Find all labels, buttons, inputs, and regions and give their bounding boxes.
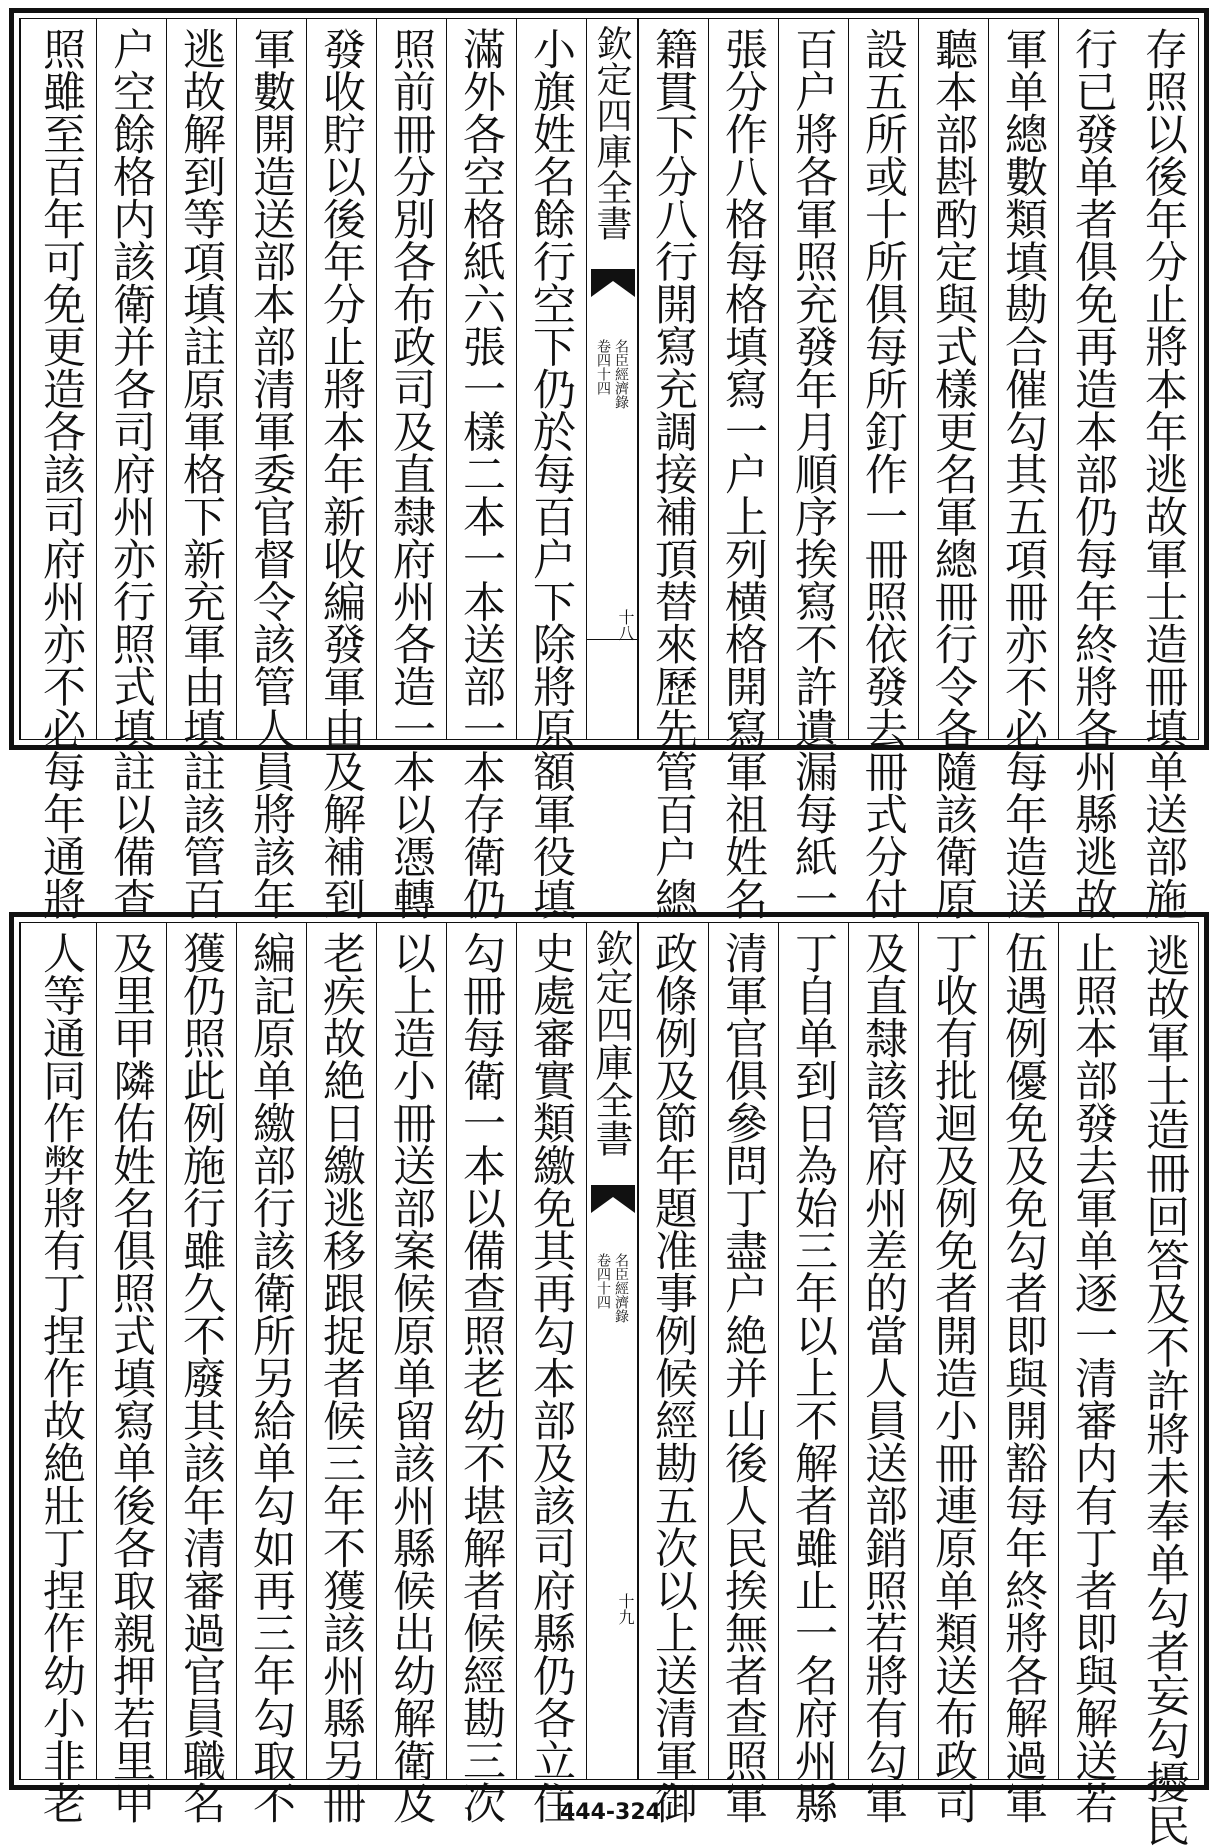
text-column: [306, 19, 376, 920]
center-spine: [586, 19, 638, 739]
book-series-title: 欽定四庫全書: [589, 929, 633, 1157]
column-text: 存照以後年分止將本年逃故軍士造冊填单送部施: [1138, 27, 1188, 920]
text-column: [236, 19, 306, 920]
text-column: [988, 19, 1058, 920]
text-column: [96, 923, 166, 1824]
column-text: 及直隸該管府州差的當人員送部銷照若將有勾軍: [858, 931, 908, 1824]
book-title: 名臣經濟錄: [613, 339, 629, 409]
text-column: [166, 923, 236, 1824]
text-column: [1058, 19, 1128, 920]
text-column: [988, 923, 1058, 1824]
column-text: 清軍官俱參問丁盡户絶并山後人民挨無者查照軍: [718, 931, 768, 1824]
volume-label: 卷四十四: [595, 339, 611, 395]
text-column: [516, 923, 586, 1824]
text-column: [96, 19, 166, 920]
top-page: [9, 8, 1209, 920]
text-column: [236, 923, 306, 1824]
book-title: 名臣經濟錄: [613, 1253, 629, 1323]
divider: [587, 639, 637, 640]
text-column: [1128, 19, 1198, 920]
column-text: 丁收有批迴及例免者開造小冊連原单類送布政司: [928, 931, 978, 1824]
column-text: 行已發单者俱免再造本部仍每年終將各州縣逃故: [1068, 27, 1118, 920]
column-text: 照雖至百年可免更造各該司府州亦不必每年通將: [36, 27, 86, 920]
column-text: 老疾故絶日繳逃移跟捉者候三年不獲該州縣另冊: [316, 931, 366, 1824]
page-number: 十九: [616, 1593, 635, 1625]
column-text: 張分作八格每格填寫一户上列横格開寫軍祖姓名: [718, 27, 768, 920]
column-text: 止照本部發去軍单逐一清審内有丁者即與解送若: [1068, 931, 1118, 1824]
column-text: 軍单總數類填勘合催勾其五項冊亦不必每年造送: [998, 27, 1048, 920]
column-text: 勾冊每衛一本以備查照老幼不堪解者候經勘三次: [456, 931, 506, 1824]
text-column: [306, 923, 376, 1824]
column-text: 獲仍照此例施行雖久不廢其該年清審過官員職名: [176, 931, 226, 1824]
text-column: [166, 19, 236, 920]
column-text: 小旗姓名餘行空下仍於每百户下除將原額軍役填: [526, 27, 576, 920]
top-page-frame: [19, 18, 1199, 920]
book-series-title: 欽定四庫全書: [591, 25, 632, 241]
text-column: [848, 923, 918, 1824]
text-column: [1058, 923, 1128, 1824]
volume-label: 卷四十四: [595, 1253, 611, 1309]
text-column: [778, 923, 848, 1824]
center-spine: [586, 923, 638, 1779]
column-text: 滿外各空格紙六張一樣二本一本送部一本存衛仍: [456, 27, 506, 920]
fish-tail-mark-icon: [591, 1185, 635, 1215]
page-number: 十八: [616, 609, 635, 641]
text-column: [638, 19, 708, 920]
column-text: 史處審實類繳免其再勾本部及該司府縣仍各立住: [526, 931, 576, 1824]
column-text: 逃故軍士造冊回答及不許將未奉单勾者妄勾擾民: [1138, 933, 1189, 1847]
text-column: [848, 19, 918, 920]
column-text: 政條例及節年題准事例候經勘五次以上送清軍御: [648, 931, 698, 1824]
column-text: 户空餘格内該衛并各司府州亦行照式填註以備查: [106, 27, 156, 920]
column-text: 發收貯以後年分止將本年新收編發軍由及解補到: [316, 27, 366, 920]
column-text: 軍數開造送部本部清軍委官督令該管人員將該年: [246, 27, 296, 920]
text-column: [778, 19, 848, 920]
column-text: 人等通同作弊將有丁捏作故絶壯丁捏作幼小非老: [36, 931, 86, 1824]
text-column: [708, 19, 778, 920]
text-column: [376, 923, 446, 1824]
text-column: [446, 923, 516, 1824]
text-column: [708, 923, 778, 1824]
column-text: 設五所或十所俱每所釘作一冊照依發去冊式分付: [858, 27, 908, 920]
column-text: 百户將各軍照充發年月順序挨寫不許遺漏每紙一: [788, 27, 838, 920]
text-column: [516, 19, 586, 920]
text-column: [1128, 923, 1198, 1847]
text-column: [918, 923, 988, 1824]
column-text: 聽本部斟酌定與式樣更名軍總冊行令各隨該衛原: [928, 27, 978, 920]
column-text: 丁自单到日為始三年以上不解者雖止一名府州縣: [788, 931, 838, 1824]
text-column: [638, 923, 708, 1824]
text-column: [376, 19, 446, 920]
text-column: [20, 923, 96, 1824]
text-column: [446, 19, 516, 920]
page-identifier: 444-324: [560, 1800, 661, 1825]
column-text: 逃故解到等項填註原軍格下新充軍由填註該管百: [176, 27, 226, 920]
fish-tail-mark-icon: [591, 269, 635, 299]
column-text: 伍遇例優免及免勾者即與開豁每年終將各解過軍: [998, 931, 1048, 1824]
column-text: 籍貫下分八行開寫充調接補頂替來歷先管百户總: [648, 27, 698, 920]
column-text: 及里甲隣佑姓名俱照式填寫单後各取親押若里甲: [106, 931, 156, 1824]
text-column: [918, 19, 988, 920]
column-text: 以上造小冊送部案候原单留該州縣候出幼解衛及: [386, 931, 436, 1824]
column-text: 編記原单繳部行該衛所另給单勾如再三年勾取不: [246, 931, 296, 1824]
text-column: [20, 19, 96, 920]
column-text: 照前冊分別各布政司及直隸府州各造一本以憑轉: [386, 27, 436, 920]
